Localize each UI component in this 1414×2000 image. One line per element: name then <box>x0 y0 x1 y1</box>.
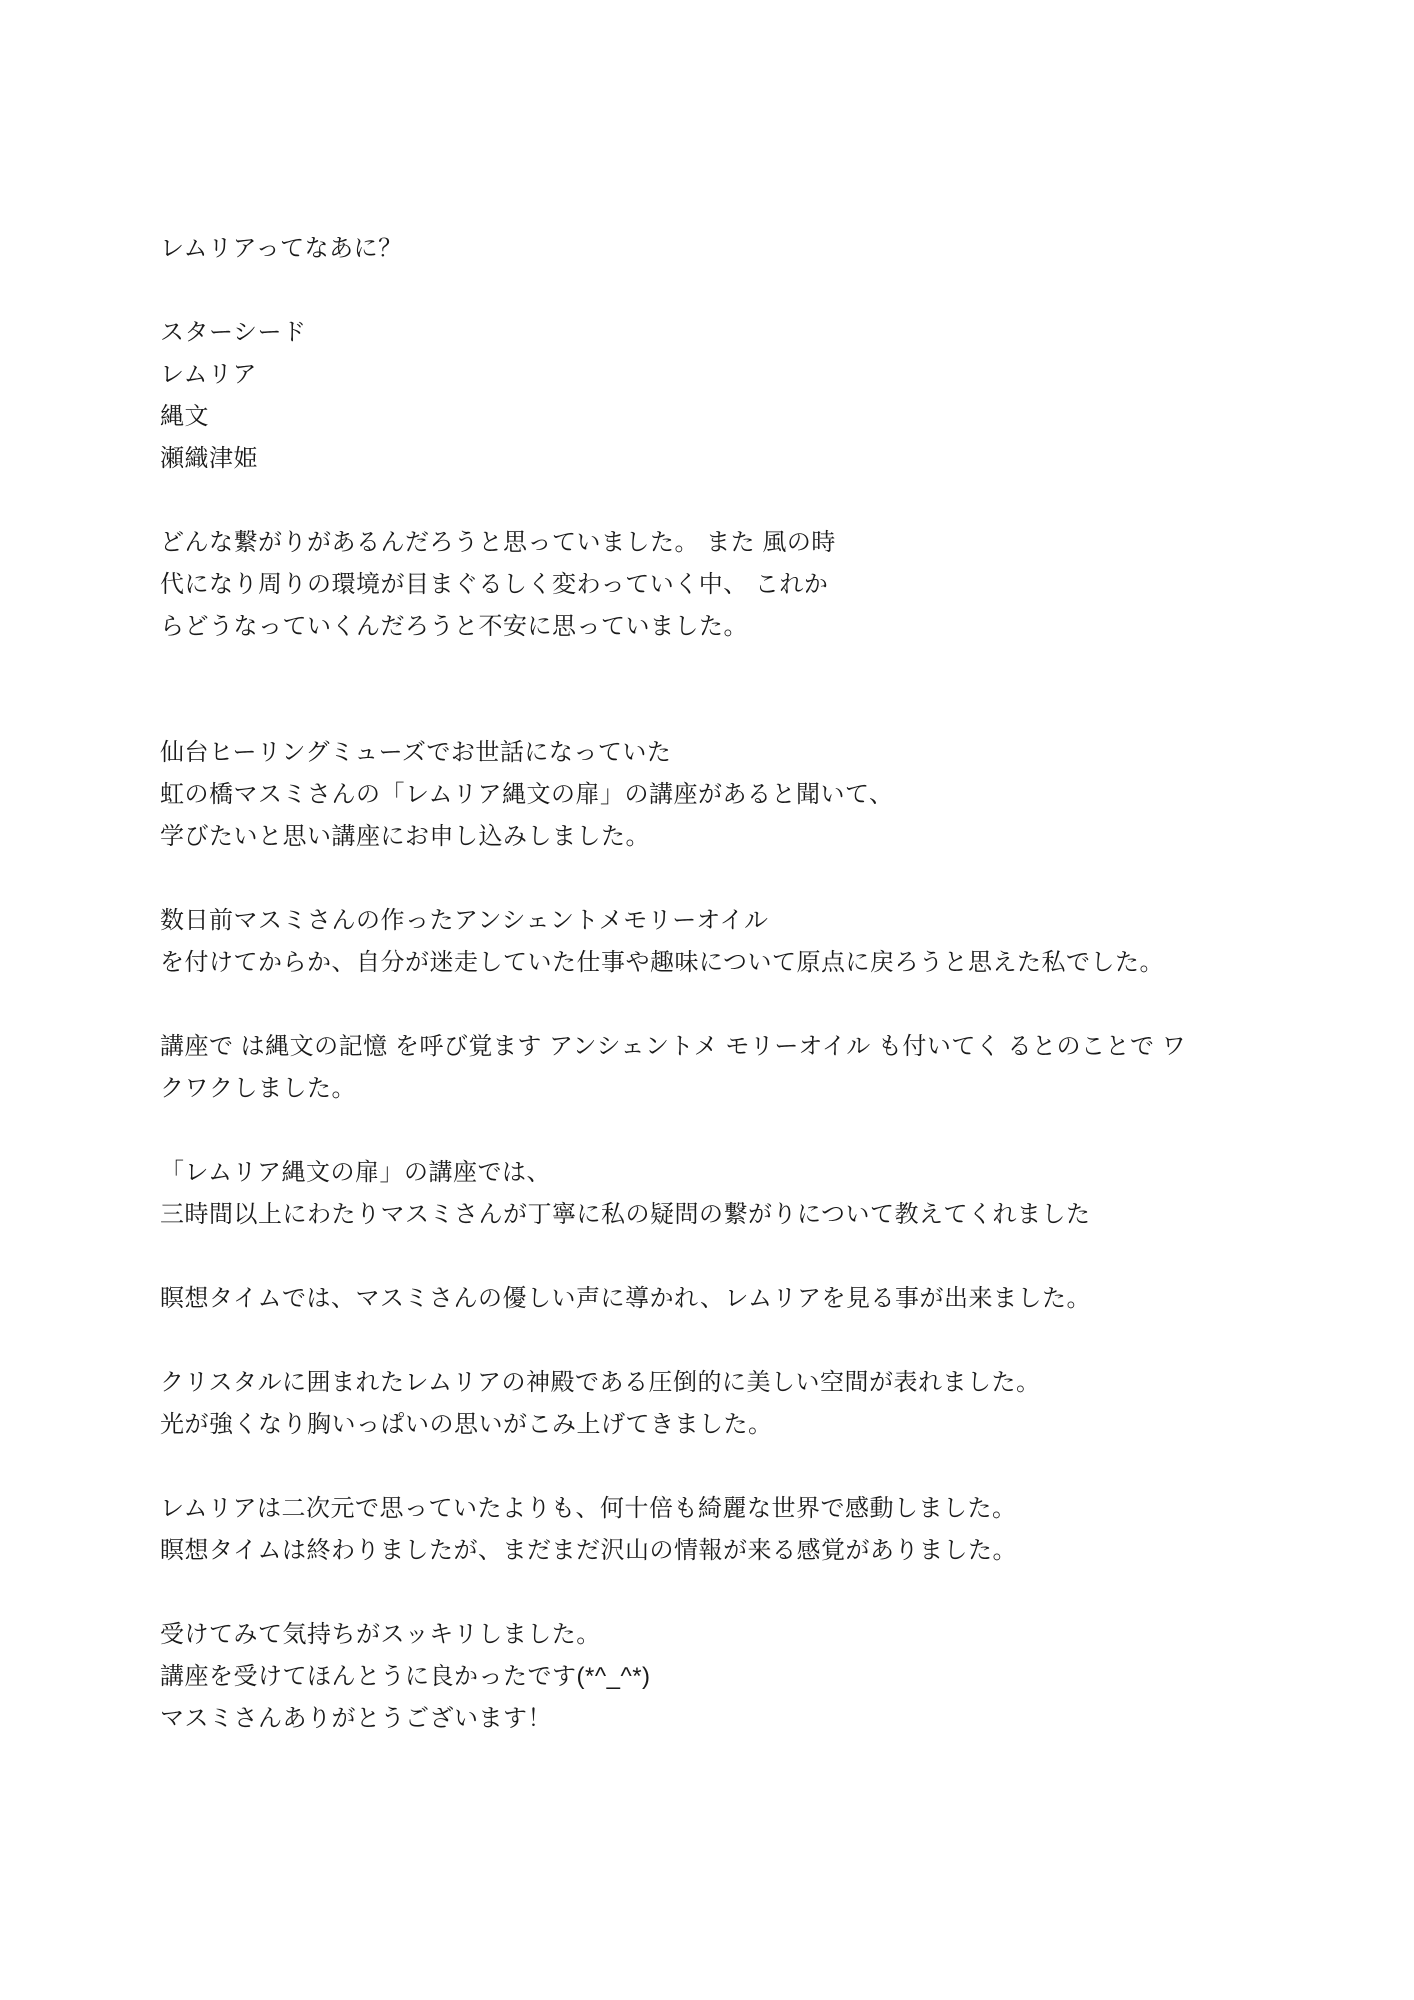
text-line: らどうなっていくんだろうと不安に思っていました。 <box>160 613 748 640</box>
text-line: 数日前マスミさんの作ったアンシェントメモリーオイル <box>160 907 769 934</box>
text-line: クリスタルに囲まれたレムリアの神殿である圧倒的に美しい空間が表れました。 <box>160 1369 1041 1396</box>
text-line: 瀬織津姫 <box>160 445 258 472</box>
text-line: 瞑想タイムでは、マスミさんの優しい声に導かれ、レムリアを見る事が出来ました。 <box>160 1285 1091 1312</box>
paragraph <box>160 1278 1294 1320</box>
text-line: 受けてみて気持ちがスッキリしました。 <box>160 1621 601 1648</box>
text-line: マスミさんありがとうございます！ <box>160 1705 552 1732</box>
text-line: 縄文 <box>160 403 209 430</box>
text-line: レムリアは二次元で思っていたよりも、何十倍も綺麗な世界で感動しました。 <box>160 1495 1017 1522</box>
text-line: 学びたいと思い講座にお申し込みしました。 <box>160 823 650 850</box>
paragraph <box>160 1488 1294 1572</box>
text-line: どんな繋がりがあるんだろうと思っていました。 また 風の時 <box>160 529 836 556</box>
text-line: 講座で は縄文の記憶 を呼び覚ます アンシェントメ モリーオイル も付いてく るとのことで ワ <box>160 1033 1187 1060</box>
paragraph <box>160 228 1294 270</box>
paragraph <box>160 732 1294 858</box>
document-text-body <box>160 228 1294 1740</box>
text-line: 三時間以上にわたりマスミさんが丁寧に私の疑問の繋がりについて教えてくれました <box>160 1201 1091 1228</box>
text-line: クワクしました。 <box>160 1075 356 1102</box>
text-line: 瞑想タイムは終わりましたが、まだまだ沢山の情報が来る感覚がありました。 <box>160 1537 1018 1564</box>
text-line: 光が強くなり胸いっぱいの思いがこみ上げてきました。 <box>160 1411 773 1438</box>
text-line: スターシード <box>160 319 307 346</box>
text-line: レムリアってなあに？ <box>160 235 403 262</box>
paragraph <box>160 1026 1294 1110</box>
text-line: 「レムリア縄文の扉」の講座では、 <box>160 1159 552 1186</box>
text-line: 講座を受けてほんとうに良かったです(*^_^*) <box>160 1663 651 1690</box>
paragraph <box>160 1614 1294 1740</box>
text-line: 仙台ヒーリングミューズでお世話になっていた <box>160 739 672 766</box>
text-line: レムリア <box>160 361 258 388</box>
text-line: 虹の橋マスミさんの「レムリア縄文の扉」の講座があると聞いて、 <box>160 781 894 808</box>
paragraph <box>160 522 1294 648</box>
paragraph <box>160 900 1294 984</box>
paragraph <box>160 1362 1294 1446</box>
text-line: を付けてからか、自分が迷走していた仕事や趣味について原点に戻ろうと思えた私でした。 <box>160 949 1165 976</box>
text-line: 代になり周りの環境が目まぐるしく変わっていく中、 これか <box>160 571 829 598</box>
paragraph <box>160 312 1294 480</box>
paragraph <box>160 1152 1294 1236</box>
